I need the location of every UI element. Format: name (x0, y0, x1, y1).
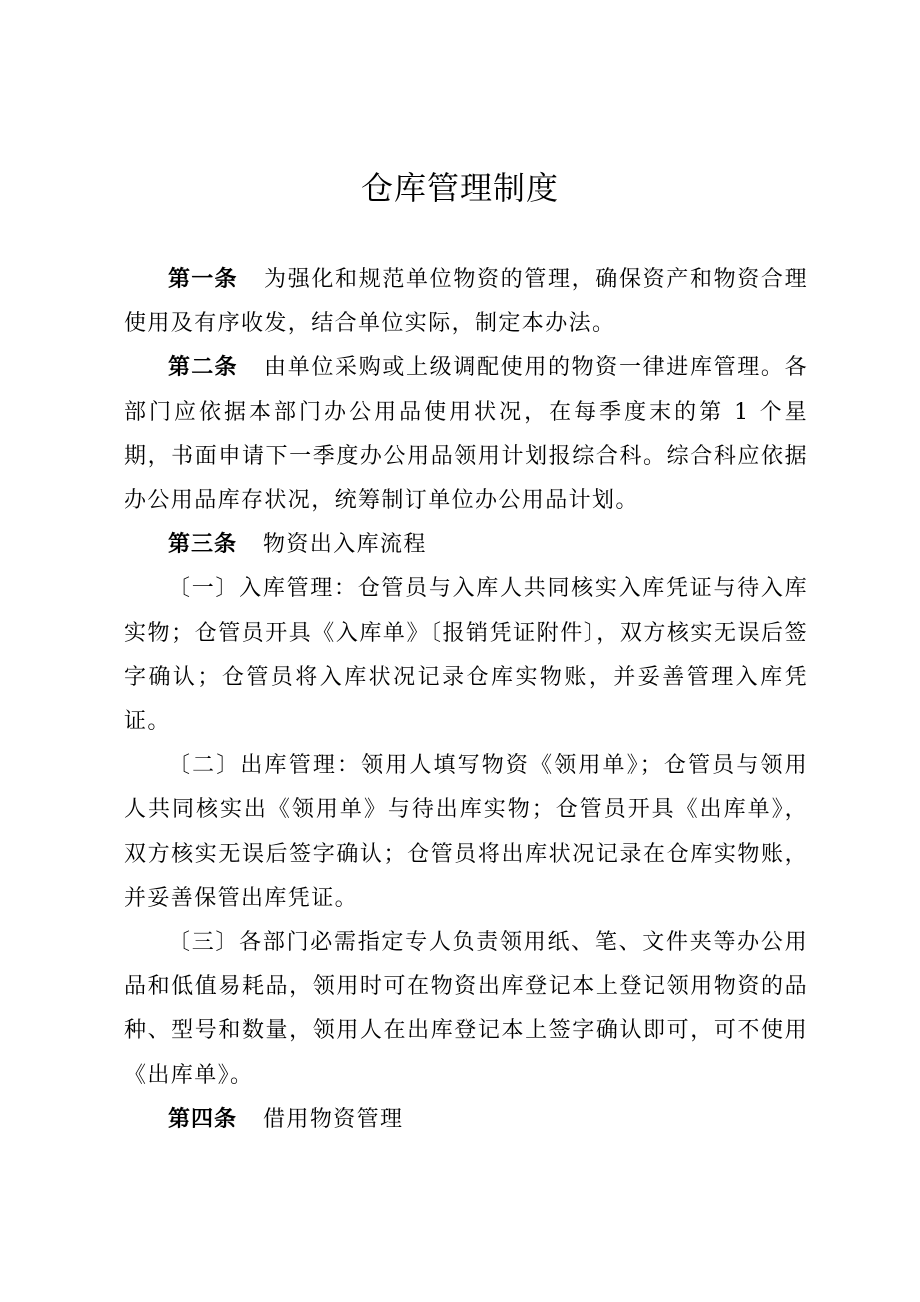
article-3-clause-1 (124, 567, 808, 744)
article-3-clause-3 (124, 921, 808, 1098)
article-1-label: 第一条 (168, 267, 238, 292)
clause-3-text: 〔三〕各部门必需指定专人负责领用纸、笔、文件夹等办公用品和低值易耗品，领用时可在物资出库登记本上登记领用物资的品种、型号和数量，领用人在出库登记本上签字确认即可，可不使用《出库单》。 (124, 930, 808, 1088)
article-2-paragraph (124, 346, 808, 523)
article-4-label: 第四条 (168, 1106, 238, 1132)
article-4-text: 借用物资管理 (263, 1106, 404, 1132)
article-3-clause-2 (124, 744, 808, 921)
clause-2-text: 〔二〕出库管理：领用人填写物资《领用单》；仓管员与领用人共同核实出《领用单》与待出库实物；仓管员开具《出库单》，双方核实无误后签字确认；仓管员将出库状况记录在仓库实物账，并妥善保管出库凭证。 (124, 753, 808, 911)
article-1-text: 为强化和规范单位物资的管理，确保资产和物资合理使用及有序收发，结合单位实际，制定本办法。 (124, 267, 808, 337)
document-body (124, 258, 808, 1142)
clause-1-text: 〔一〕入库管理：仓管员与入库人共同核实入库凭证与待入库实物；仓管员开具《入库单》〔报销凭证附件〕，双方核实无误后签字确认；仓管员将入库状况记录仓库实物账，并妥善管理入库凭证。 (124, 576, 808, 735)
document-title: 仓库管理制度 (360, 169, 559, 207)
article-3-paragraph (124, 523, 808, 567)
article-2-text: 由单位采购或上级调配使用的物资一律进库管理。各部门应依据本部门办公用品使用状况，在每季度末的第 1 个星期，书面申请下一季度办公用品领用计划报综合科。综合科应依据办公用品库存状况，统筹制订单位办公用品计划。 (124, 355, 808, 514)
article-3-text: 物资出入库流程 (263, 532, 427, 558)
article-3-label: 第三条 (168, 532, 238, 558)
article-2-label: 第二条 (168, 355, 238, 381)
article-1-paragraph (124, 258, 808, 346)
article-4-paragraph (124, 1098, 808, 1142)
